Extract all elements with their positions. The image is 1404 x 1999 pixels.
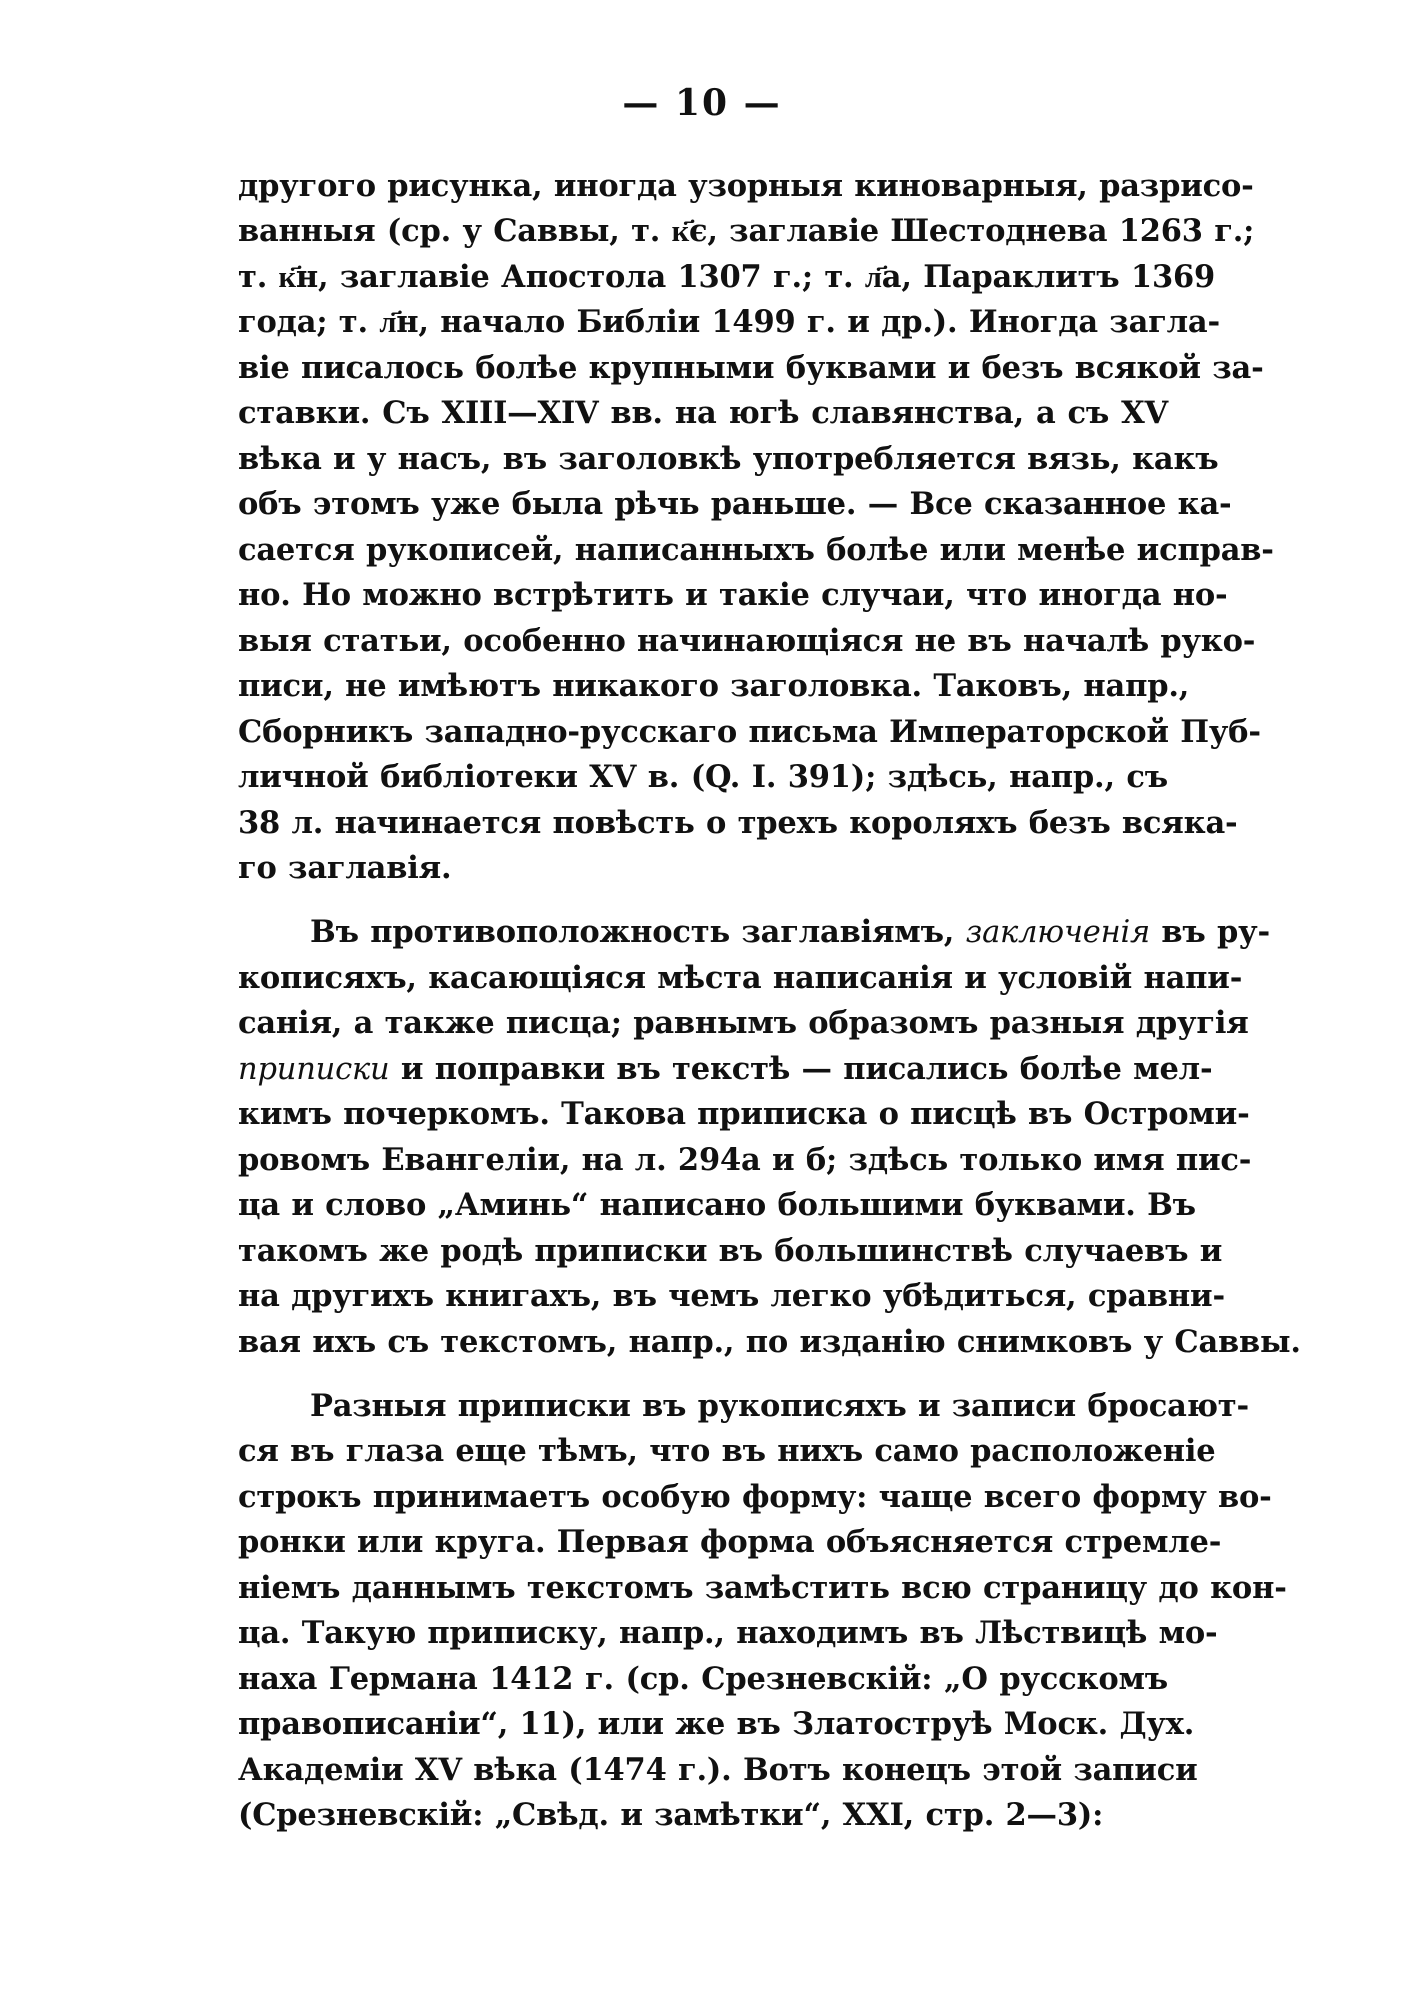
- text-line: [310, 910, 1270, 954]
- text-run: и поправки въ текстѣ — писались болѣе мел-: [389, 1051, 1213, 1087]
- text-line: года; т. л҃н, начало Библіи 1499 г. и др.). Иногда загла-: [238, 304, 1220, 340]
- italic-term: приписки: [238, 1052, 390, 1087]
- text-line: личной библіотеки XV в. (Q. I. 391); здѣсь, напр., съ: [238, 759, 1168, 795]
- text-line: 38 л. начинается повѣсть о трехъ короляхъ безъ всяка-: [238, 805, 1238, 841]
- text-line: [238, 1047, 1213, 1091]
- text-line: другого рисунка, иногда узорныя киноварныя, разрисо-: [238, 168, 1254, 204]
- text-line: ровомъ Евангеліи, на л. 294а и б; здѣсь только имя пис-: [238, 1142, 1252, 1178]
- text-line: ронки или круга. Первая форма объясняется стремле-: [238, 1524, 1222, 1560]
- text-run: въ ру-: [1150, 914, 1270, 950]
- text-line: віе писалось болѣе крупными буквами и безъ всякой за-: [238, 350, 1264, 386]
- text-line: вая ихъ съ текстомъ, напр., по изданію снимковъ у Саввы.: [238, 1324, 1301, 1360]
- text-line: объ этомъ уже была рѣчь раньше. — Все сказанное ка-: [238, 486, 1232, 522]
- text-line: ца и слово „Аминь“ написано большими буквами. Въ: [238, 1187, 1196, 1223]
- text-line: Академіи XV вѣка (1474 г.). Вотъ конецъ этой записи: [238, 1752, 1198, 1788]
- text-run: Въ противоположность заглавіямъ,: [310, 914, 966, 950]
- text-line: но. Но можно встрѣтить и такіе случаи, что иногда но-: [238, 577, 1228, 613]
- text-line: кимъ почеркомъ. Такова приписка о писцѣ въ Остроми-: [238, 1096, 1250, 1132]
- text-line: ванныя (ср. у Саввы, т. к҃є, заглавіе Шестоднева 1263 г.;: [238, 213, 1255, 249]
- text-line: вѣка и у насъ, въ заголовкѣ употребляется вязь, какъ: [238, 441, 1219, 477]
- text-line: ца. Такую приписку, напр., находимъ въ Лѣствицѣ мо-: [238, 1615, 1218, 1651]
- text-line: Разныя приписки въ рукописяхъ и записи бросают-: [310, 1388, 1249, 1424]
- text-line: наха Германа 1412 г. (ср. Срезневскій: „О русскомъ: [238, 1661, 1168, 1697]
- text-line: ся въ глаза еще тѣмъ, что въ нихъ само расположеніе: [238, 1433, 1216, 1469]
- text-line: выя статьи, особенно начинающіяся не въ началѣ руко-: [238, 623, 1256, 659]
- text-line: ставки. Съ XIII—XIV вв. на югѣ славянства, а съ XV: [238, 395, 1168, 431]
- text-line: кописяхъ, касающіяся мѣста написанія и условій напи-: [238, 960, 1243, 996]
- text-line: ніемъ даннымъ текстомъ замѣстить всю страницу до кон-: [238, 1570, 1287, 1606]
- text-line: го заглавія.: [238, 850, 452, 886]
- text-line: сается рукописей, написанныхъ болѣе или менѣе исправ-: [238, 532, 1274, 568]
- page-number: — 10 —: [622, 82, 782, 124]
- text-line: строкъ принимаетъ особую форму: чаще всего форму во-: [238, 1479, 1272, 1515]
- text-line: на другихъ книгахъ, въ чемъ легко убѣдиться, сравни-: [238, 1278, 1225, 1314]
- text-line: санія, а также писца; равнымъ образомъ разныя другія: [238, 1005, 1249, 1041]
- text-line: Сборникъ западно-русскаго письма Императорской Пуб-: [238, 714, 1261, 750]
- text-line: писи, не имѣютъ никакого заголовка. Таковъ, напр.,: [238, 668, 1190, 704]
- text-line: т. к҃н, заглавіе Апостола 1307 г.; т. л҃а, Параклитъ 1369: [238, 259, 1216, 295]
- italic-term: заключенія: [965, 915, 1151, 950]
- text-line: (Срезневскій: „Свѣд. и замѣтки“, XXI, стр. 2—3):: [238, 1797, 1104, 1833]
- text-line: такомъ же родѣ приписки въ большинствѣ случаевъ и: [238, 1233, 1223, 1269]
- text-line: правописаніи“, 11), или же въ Златоструѣ Моск. Дух.: [238, 1706, 1195, 1742]
